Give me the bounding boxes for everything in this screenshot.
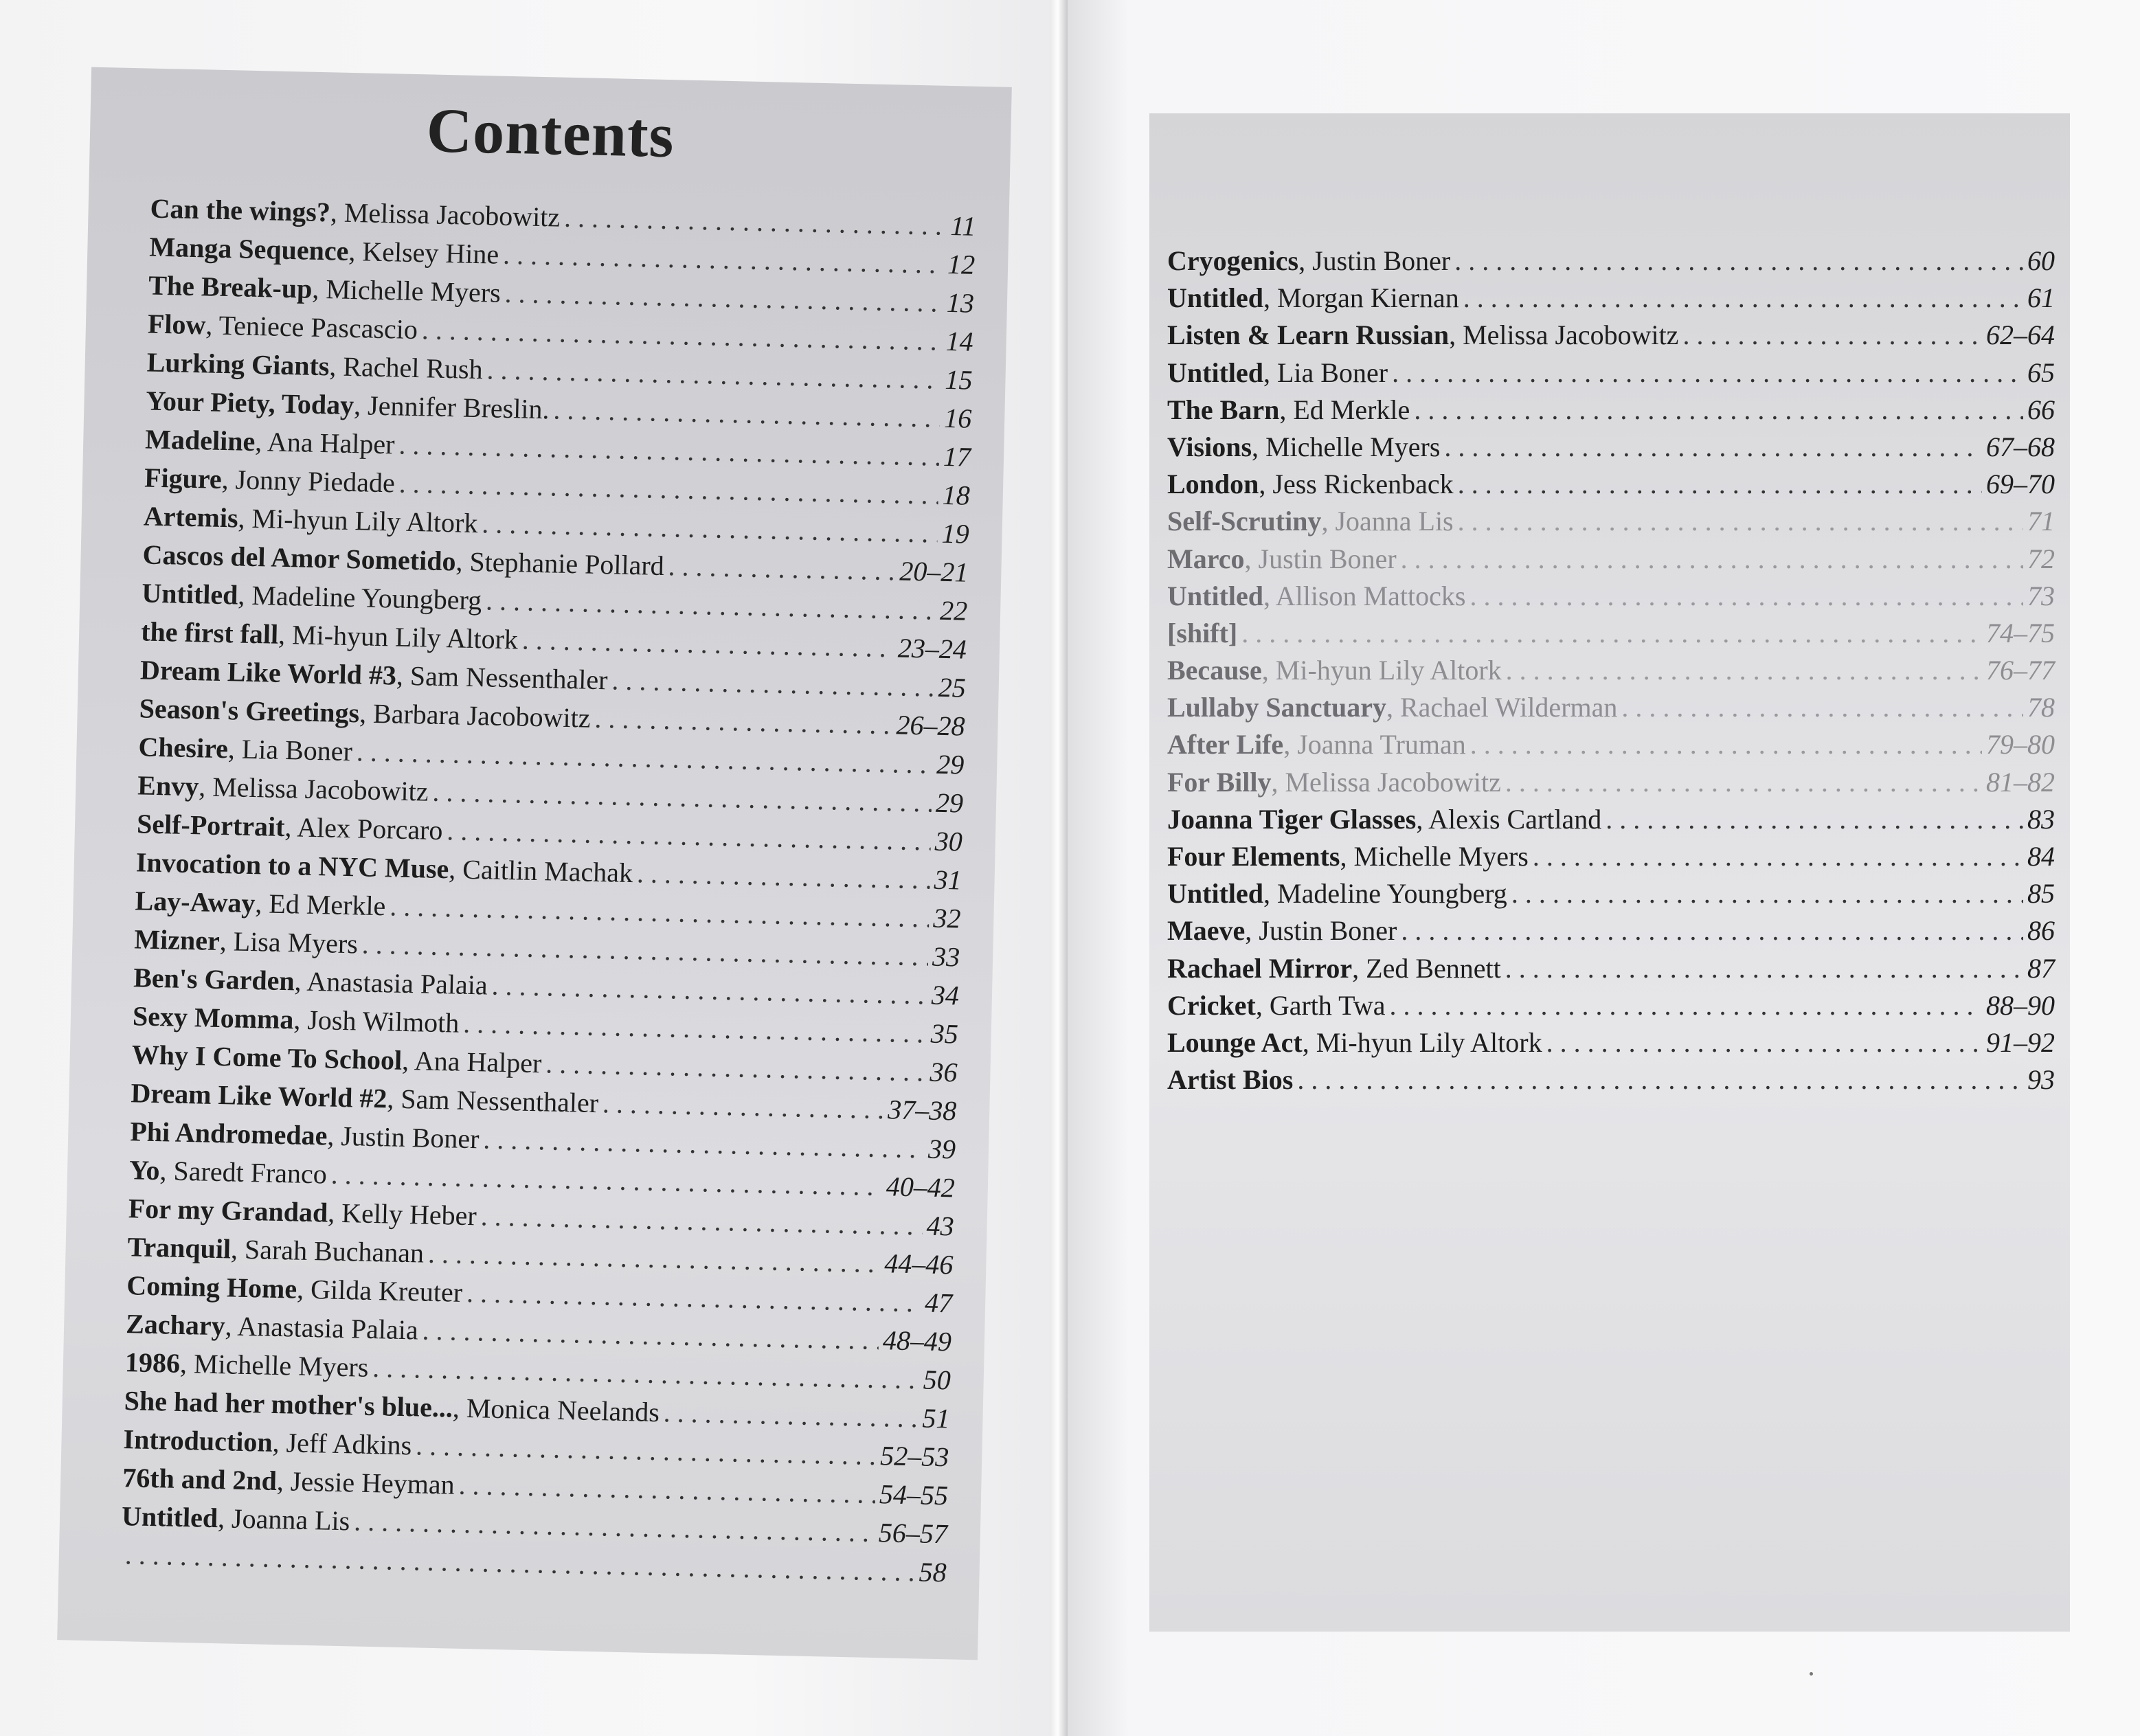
toc-entry-page: 47 [924,1287,953,1319]
toc-entry-author: , Morgan Kiernan [1263,282,1459,314]
toc-entry-author: , Anastasia Palaia [225,1310,419,1346]
dot-leader [1506,652,1982,689]
right-contents-panel [1149,113,2070,1632]
page-speck [1810,1672,1813,1676]
toc-entry [1167,317,2055,354]
toc-entry-author: , Stephanie Pollard [455,545,665,582]
toc-entry [1167,1024,2055,1061]
toc-entry-author: , Jess Rickenback [1259,469,1454,500]
toc-entry-page: 62–64 [1986,319,2055,351]
toc-entry-page: 16 [943,402,972,434]
toc-entry-title: The Break-up [148,269,313,304]
toc-entry-page: 88–90 [1986,989,2055,1021]
toc-entry-page: 79–80 [1986,729,2055,760]
toc-entry-title: Rachael Mirror [1167,952,1353,984]
toc-entry-page: 60 [2027,245,2055,276]
dot-leader [1241,615,1982,652]
toc-entry-author: , Joanna Lis [1321,506,1454,537]
toc-entry-author: , Joanna Lis [217,1502,350,1537]
dot-leader [1392,354,2023,392]
toc-entry-author: , Michelle Myers [311,273,502,308]
toc-entry-page: 85 [2027,878,2055,910]
toc-entry [1167,503,2055,540]
toc-entry-title: Sexy Momma [132,1000,294,1035]
toc-entry-title: Maeve [1167,915,1246,947]
toc-entry-author: , Melissa Jacobowitz [330,196,561,233]
toc-entry-title: Lounge Act [1167,1026,1303,1058]
toc-entry-title: For my Grandad [128,1193,328,1228]
toc-entry-page: 35 [930,1017,959,1050]
toc-entry-page: 86 [2027,915,2055,947]
toc-entry-page: 23–24 [897,632,967,665]
toc-entry-title: Dream Like World #3 [139,654,397,691]
toc-entry [1167,615,2055,652]
toc-entry-title: Why I Come To School [131,1039,403,1076]
toc-entry [1167,652,2055,689]
toc-entry-title: Untitled [121,1500,218,1534]
toc-entry-author: , Teniece Pascascio [205,309,418,346]
toc-entry [1167,354,2055,392]
toc-entry-title: Untitled [1167,357,1263,388]
toc-entry [1167,578,2055,615]
toc-entry-page: 48–49 [882,1324,952,1357]
dot-leader [636,854,930,899]
toc-entry-page: 74–75 [1986,617,2055,649]
toc-entry-page: 36 [930,1056,958,1088]
toc-entry-title: Because [1167,655,1262,686]
toc-entry-author: , Alex Porcaro [284,811,443,846]
toc-entry [1167,541,2055,578]
toc-entry-author: , Mi-hyun Lily Altork [278,618,519,655]
toc-entry-title: Ben's Garden [133,962,295,997]
toc-entry-title: Four Elements [1167,841,1340,872]
toc-entry-page: 54–55 [879,1478,949,1511]
toc-entry-title: The Barn [1167,394,1280,425]
toc-entry-author: , Lia Boner [1263,357,1388,388]
toc-entry-author: , Jeff Adkins [272,1426,412,1461]
toc-entry-author: , Justin Boner [326,1120,480,1155]
toc-entry-page: 73 [2027,580,2055,611]
toc-entry-author: , Melissa Jacobowitz [1271,766,1501,798]
dot-leader [1469,578,2023,615]
toc-entry-page: 81–82 [1986,766,2055,798]
toc-entry-author: , Mi-hyun Lily Altork [1302,1026,1542,1058]
toc-entry-title: Madeline [144,423,256,457]
toc-entry-title: Dream Like World #2 [131,1077,387,1114]
toc-entry-title: For Billy [1167,766,1272,798]
dot-leader [602,1084,883,1129]
toc-entry-title: Lurking Giants [146,346,330,382]
toc-entry-title: Visions [1167,431,1252,462]
dot-leader [1401,912,2023,949]
toc-entry-title: the first fall [140,616,279,650]
toc-entry-author: , Ana Halper [254,425,396,460]
toc-entry-page: 34 [931,979,960,1011]
dot-leader [611,661,934,706]
toc-entry-title: Manga Sequence [148,231,349,267]
toc-entry-author: , Justin Boner [1244,543,1397,574]
toc-entry-page: 40–42 [886,1171,956,1204]
toc-entry-title: Self-Portrait [136,808,286,843]
toc-entry-author: , Melissa Jacobowitz [198,771,429,807]
dot-leader [1463,280,2023,317]
toc-entry-title: 1986 [124,1346,181,1379]
toc-entry-page: 29 [935,787,964,819]
toc-entry-page: 51 [922,1402,951,1434]
toc-entry-page: 83 [2027,803,2055,835]
toc-entry-title: Yo [128,1154,161,1186]
toc-entry-title: Untitled [1167,282,1263,314]
toc-entry-page: 33 [932,940,960,973]
toc-entry-author: , Lisa Myers [219,925,359,960]
dot-leader [1505,950,2023,987]
toc-entry-title: Can the wings? [150,192,331,228]
toc-entry-page: 84 [2027,841,2055,872]
toc-entry-page: 66 [2027,394,2055,425]
toc-entry-author: , Justin Boner [1298,245,1451,276]
toc-entry [1167,987,2055,1024]
toc-entry-author: , Mi-hyun Lily Altork [1261,655,1502,686]
toc-entry-title: Untitled [141,577,238,611]
toc-entry-author: , Madeline Youngberg [237,579,482,616]
toc-entry-page: 29 [936,748,965,780]
toc-entry [1167,466,2055,503]
dot-leader [1533,838,2023,875]
toc-entry-title: Listen & Learn Russian [1167,319,1450,351]
toc-entry-author: , Michelle Myers [1340,841,1529,872]
toc-entry-author: , Justin Boner [1245,915,1397,947]
toc-entry-title: Tranquil [127,1231,232,1265]
right-toc-list [1149,243,2070,1098]
toc-entry-author: , Jessie Heyman [276,1465,455,1500]
toc-entry [1167,243,2055,280]
toc-entry-author: , Sarah Buchanan [230,1233,425,1269]
toc-entry-page: 22 [939,594,968,627]
toc-entry-author: , Sam Nessenthaler [396,660,609,696]
toc-entry-title: Lullaby Sanctuary [1167,692,1386,723]
toc-entry-page: 12 [947,248,976,280]
toc-entry-author: , Michelle Myers [1252,431,1441,462]
toc-entry-author: , Ana Halper [401,1044,542,1079]
toc-entry-title: Joanna Tiger Glasses [1167,803,1417,835]
toc-entry-author: , Rachael Wilderman [1386,692,1618,723]
toc-entry-page: 76–77 [1986,655,2055,686]
toc-entry-title: London [1167,469,1259,500]
toc-entry-author: , Josh Wilmoth [293,1004,460,1039]
toc-entry-title: Artist Bios [1167,1064,1294,1096]
toc-entry-page: 72 [2027,543,2055,574]
toc-entry-title: Zachary [125,1308,226,1342]
toc-entry-author: , Michelle Myers [179,1347,369,1383]
contents-heading: Contents [425,95,675,171]
toc-entry-title: Coming Home [126,1270,297,1305]
toc-entry-page: 37–38 [887,1094,957,1127]
toc-entry [1167,950,2055,987]
dot-leader [1606,801,2023,838]
toc-entry-author: , Sam Nessenthaler [386,1083,599,1119]
dot-leader [668,547,896,590]
dot-leader [1389,987,1982,1024]
toc-entry-author: , Caitlin Machak [448,853,633,889]
toc-entry-author: , Lia Boner [227,733,353,767]
toc-entry-title: Self-Scrutiny [1167,506,1322,537]
toc-entry-author: , Monica Neelands [452,1392,660,1428]
toc-entry-page: 17 [943,440,971,473]
toc-entry-page: 14 [945,325,974,357]
dot-leader [594,699,892,744]
toc-entry-page: 67–68 [1986,431,2055,462]
toc-entry-author: , Kelsey Hine [348,235,499,270]
toc-entry [1167,392,2055,429]
toc-entry-page: 20–21 [899,555,969,588]
toc-entry-title: Marco [1167,543,1245,574]
toc-entry-title: Envy [137,769,199,802]
toc-entry-title: Artemis [143,500,239,534]
toc-entry-author: , Melissa Jacobowitz [1449,319,1679,351]
dot-leader [1546,1024,1982,1061]
toc-entry-page: 39 [927,1133,956,1165]
toc-entry-author: , Kelly Heber [327,1197,477,1232]
toc-entry-page: 44–46 [883,1248,954,1281]
toc-entry [1167,875,2055,912]
toc-entry-page: 61 [2027,282,2055,314]
dot-leader [1682,317,1982,354]
toc-entry-title: Lay-Away [135,885,256,919]
toc-entry-author: , Allison Mattocks [1263,580,1466,611]
toc-entry-author: , Mi-hyun Lily Altork [238,502,478,539]
toc-entry-author: , Ed Merkle [254,888,386,922]
toc-entry-title: She had her mother's blue... [124,1385,453,1423]
toc-entry-title: 76th and 2nd [122,1462,278,1497]
toc-entry [1167,838,2055,875]
dot-leader [1458,503,2023,540]
toc-entry-title: Phi Andromedae [129,1116,328,1151]
toc-entry-author: , Garth Twa [1255,989,1386,1021]
dot-leader [1454,243,2023,280]
toc-entry-page: 15 [945,363,973,396]
toc-entry-page: 52–53 [879,1440,949,1473]
toc-entry [1167,689,2055,726]
toc-entry-page: 11 [949,210,976,242]
toc-entry-author: , Gilda Kreuter [296,1273,463,1308]
toc-entry [1167,429,2055,466]
toc-entry-title: Untitled [1167,878,1263,910]
toc-entry-title: Your Piety, Today [146,385,354,421]
toc-entry-page: 32 [932,902,961,934]
toc-entry-author: , Rachel Rush [328,350,484,385]
toc-entry-title: [shift] [1167,617,1238,649]
toc-entry-page: 26–28 [896,709,966,742]
dot-leader [1621,689,2023,726]
toc-entry-author: , Saredt Franco [159,1155,328,1190]
dot-leader [1470,726,1982,763]
toc-entry-page: 30 [934,825,963,857]
dot-leader [663,1393,919,1437]
dot-leader [1511,875,2023,912]
toc-entry-title: Chesire [138,731,229,765]
toc-entry-author: , Joanna Truman [1283,729,1466,760]
toc-entry-page: 19 [941,517,970,550]
toc-entry-page: 78 [2027,692,2055,723]
dot-leader [1401,541,2023,578]
toc-entry-title: Untitled [1167,580,1263,611]
toc-entry [1167,726,2055,763]
toc-entry-author: , Barbara Jacobowitz [359,697,592,734]
toc-entry-title: Cascos del Amor Sometido [142,539,456,577]
toc-entry-page: 87 [2027,952,2055,984]
toc-entry-title: Figure [144,462,223,495]
book-spine [1050,0,1068,1736]
toc-entry [1167,280,2055,317]
toc-entry-page: 43 [926,1210,955,1242]
toc-entry-author: , Jennifer Breslin. [353,390,550,425]
toc-entry-title: Season's Greetings [139,692,360,729]
dot-leader [1297,1061,2023,1098]
toc-entry-page: 18 [942,479,971,511]
toc-entry-page: 71 [2027,506,2055,537]
toc-entry-page: 13 [946,286,975,319]
toc-entry-page: 50 [923,1364,951,1396]
toc-entry-page: 25 [938,671,967,703]
toc-entry-author: , Anastasia Palaia [294,965,488,1001]
toc-entry-author: , Jonny Piedade [221,463,396,499]
left-toc-list [58,188,1009,1593]
toc-entry-page: 69–70 [1986,469,2055,500]
toc-entry-title: Cricket [1167,989,1256,1021]
toc-entry-page: 91–92 [1986,1026,2055,1058]
toc-entry-author: , Alexis Cartland [1416,803,1602,835]
toc-entry-page: 65 [2027,357,2055,388]
dot-leader [1505,764,1982,801]
toc-entry [1167,801,2055,838]
toc-entry [1167,764,2055,801]
toc-entry-title: Flow [147,308,206,341]
toc-entry-title: Introduction [123,1423,273,1458]
toc-entry-page: 31 [934,864,962,896]
toc-entry-page: 58 [919,1556,947,1588]
dot-leader [1444,429,1982,466]
dot-leader [1458,466,1982,503]
toc-entry-title: Cryogenics [1167,245,1299,276]
toc-entry-page: 93 [2027,1064,2055,1096]
toc-entry-title: After Life [1167,729,1284,760]
toc-entry-title: Invocation to a NYC Muse [135,846,449,885]
toc-entry-title: Mizner [133,923,221,957]
toc-entry-page: 56–57 [878,1517,948,1550]
toc-entry-author: , Madeline Youngberg [1263,878,1507,910]
dot-leader [1414,392,2023,429]
toc-entry-author: , Ed Merkle [1279,394,1410,425]
toc-entry [1167,1061,2055,1098]
left-contents-panel [57,67,1012,1660]
toc-entry-author: , Zed Bennett [1352,952,1501,984]
toc-entry [1167,912,2055,949]
